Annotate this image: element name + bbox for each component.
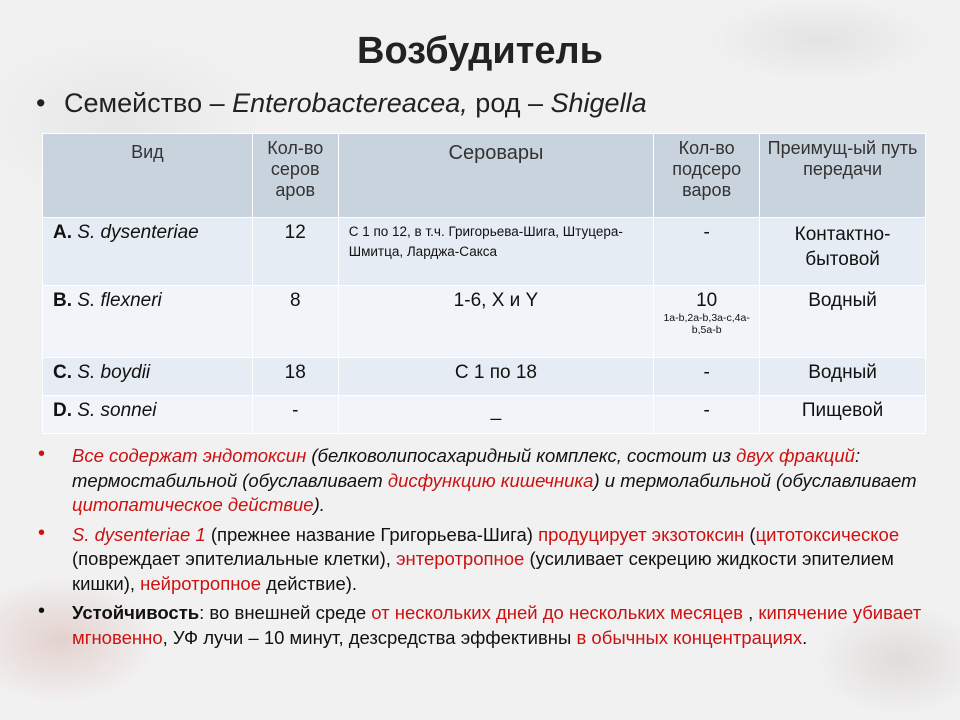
species-name: S. flexneri bbox=[77, 290, 162, 311]
note-text: двух фракций bbox=[736, 445, 855, 466]
header-serovar-count: Кол-во серов аров bbox=[252, 134, 338, 218]
note-text: цитотоксическое bbox=[755, 523, 900, 545]
serovar-count-cell: 18 bbox=[252, 358, 338, 396]
serovars-cell: С 1 по 18 bbox=[338, 358, 653, 396]
serovar-count-cell: 12 bbox=[252, 218, 338, 286]
note-text: цитопатическое действие bbox=[72, 494, 314, 515]
route-cell: Контактно-бытовой bbox=[760, 218, 926, 286]
note-text: : во внешней среде bbox=[199, 602, 372, 623]
note-text: кипячение убивает мгновенно bbox=[72, 602, 922, 648]
note-text: . bbox=[802, 626, 808, 648]
note-text: ( bbox=[744, 523, 756, 545]
note-text: (усиливает секрецию жидкости эпителием кишки), bbox=[72, 548, 894, 594]
subserovar-detail: 1a-b,2a-b,3a-c,4a-b,5a-b bbox=[663, 312, 750, 336]
subserovar-count-cell: - bbox=[654, 358, 760, 396]
note-resistance bbox=[36, 601, 926, 650]
species-cell bbox=[43, 358, 253, 396]
note-text: Все содержат эндотоксин bbox=[72, 445, 307, 466]
route-cell: Водный bbox=[760, 286, 926, 358]
subserovar-count-cell: - bbox=[654, 218, 760, 286]
note-text: дисфункцию кишечника bbox=[387, 469, 594, 491]
species-letter: B. bbox=[53, 290, 72, 311]
table-row bbox=[43, 286, 926, 358]
note-text: ). bbox=[313, 494, 325, 515]
note-text: (белковолипосахаридный комплекс, состоит из bbox=[306, 445, 737, 466]
species-letter: C. bbox=[53, 362, 72, 383]
note-text: в обычных концентрациях bbox=[576, 626, 803, 648]
header-route: Преимущ-ый путь передачи bbox=[760, 134, 926, 218]
species-name: S. sonnei bbox=[77, 400, 157, 421]
note-text: (повреждает эпителиальные клетки), bbox=[72, 548, 397, 569]
note-text: продуцирует экзотоксин bbox=[538, 523, 745, 545]
species-cell bbox=[43, 396, 253, 434]
notes-list bbox=[36, 444, 926, 655]
note-text: : термостабильной (обуславливает bbox=[72, 445, 861, 491]
note-text: от нескольких дней до нескольких месяцев bbox=[371, 602, 743, 623]
header-species: Вид bbox=[43, 134, 253, 218]
note-text: нейротропное bbox=[140, 572, 262, 594]
shigella-table bbox=[42, 133, 926, 434]
serovars-cell: 1-6, X и Y bbox=[338, 286, 653, 358]
species-name: S. dysenteriae bbox=[77, 222, 199, 243]
serovars-cell: _ bbox=[338, 396, 653, 434]
serovars-cell: С 1 по 12, в т.ч. Григорьева-Шига, Штуцера-Шмитца, Ларджа-Сакса bbox=[338, 218, 653, 286]
note-text: энтеротропное bbox=[396, 548, 525, 569]
slide-title: Возбудитель bbox=[357, 30, 603, 72]
subserovar-count: 10 bbox=[696, 290, 718, 311]
bullet-icon: • bbox=[38, 521, 46, 544]
header-serovars: Серовары bbox=[338, 134, 653, 218]
subtitle-line bbox=[36, 88, 647, 119]
note-text: , bbox=[742, 602, 759, 623]
subserovar-count-cell bbox=[654, 286, 760, 358]
note-exotoxin bbox=[36, 523, 926, 597]
note-text: действие). bbox=[261, 572, 358, 594]
serovar-count-cell: 8 bbox=[252, 286, 338, 358]
bullet-icon: • bbox=[38, 600, 46, 622]
serovar-count-cell: - bbox=[252, 396, 338, 434]
bullet-icon: • bbox=[38, 443, 46, 465]
subtitle-mid: род – bbox=[467, 88, 551, 118]
note-text: (прежнее название Григорьева-Шига) bbox=[205, 523, 539, 545]
route-cell: Пищевой bbox=[760, 396, 926, 434]
table-row bbox=[43, 358, 926, 396]
note-text: ) и термолабильной (обуславливает bbox=[593, 469, 917, 491]
species-cell bbox=[43, 218, 253, 286]
family-name: Enterobactereacea, bbox=[232, 88, 468, 118]
header-subserovar-count: Кол-во подсеро варов bbox=[654, 134, 760, 218]
species-cell bbox=[43, 286, 253, 358]
note-text: Устойчивость bbox=[72, 602, 200, 623]
table-row bbox=[43, 396, 926, 434]
subserovar-count-cell: - bbox=[654, 396, 760, 434]
note-text: S. dysenteriae 1 bbox=[72, 523, 206, 545]
genus-name: Shigella bbox=[550, 88, 647, 118]
species-letter: A. bbox=[53, 222, 72, 243]
route-cell: Водный bbox=[760, 358, 926, 396]
table-header-row bbox=[43, 134, 926, 218]
note-text: , УФ лучи – 10 минут, дезсредства эффективны bbox=[162, 626, 577, 648]
note-endotoxin bbox=[36, 444, 926, 518]
species-name: S. boydii bbox=[77, 362, 151, 383]
species-letter: D. bbox=[53, 400, 72, 421]
bullet-icon: • bbox=[36, 88, 46, 118]
subtitle-prefix: Семейство – bbox=[64, 88, 233, 118]
table-row bbox=[43, 218, 926, 286]
